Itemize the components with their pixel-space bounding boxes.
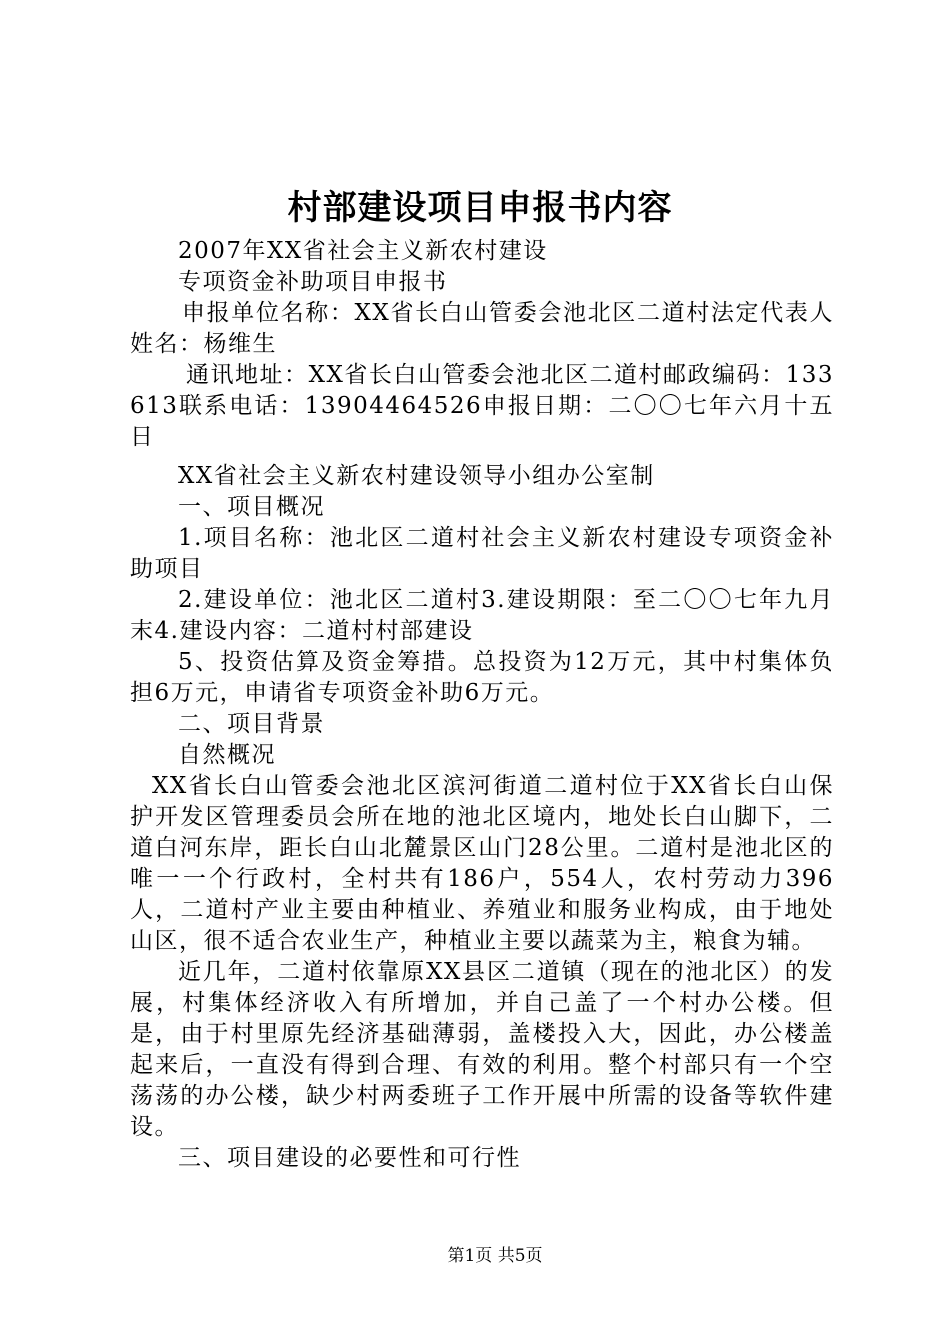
document-body: [130, 236, 834, 1174]
paragraph-applicant: 申报单位名称：XX省长白山管委会池北区二道村法定代表人姓名：杨维生: [130, 300, 834, 357]
subheading-natural-overview: 自然概况: [178, 742, 276, 768]
section-heading-overview: 一、项目概况: [178, 494, 325, 520]
paragraph-construction-unit: 2.建设单位：池北区二道村3.建设期限：至二〇〇七年九月末4.建设内容：二道村村部建设: [130, 587, 834, 644]
paragraph-year-heading: 2007年XX省社会主义新农村建设: [178, 238, 548, 264]
paragraph-recent-years: 近几年，二道村依靠原XX县区二道镇（现在的池北区）的发展，村集体经济收入有所增加，并自己盖了一个村办公楼。但是，由于村里原先经济基础薄弱，盖楼投入大，因此，办公楼盖起来后，一直没有得到合理、有效的利用。整个村部只有一个空荡荡的办公楼，缺少村两委班子工作开展中所需的设备等软件建设。: [130, 959, 834, 1140]
paragraph-project-name: 1.项目名称：池北区二道村社会主义新农村建设专项资金补助项目: [130, 525, 834, 582]
paragraph-issuer: XX省社会主义新农村建设领导小组办公室制: [178, 463, 655, 489]
paragraph-contact: 通讯地址：XX省长白山管委会池北区二道村邮政编码：133613联系电话：13904464526申报日期：二〇〇七年六月十五日: [130, 362, 834, 450]
section-heading-necessity: 三、项目建设的必要性和可行性: [178, 1145, 521, 1171]
paragraph-subtitle: 专项资金补助项目申报书: [178, 269, 448, 295]
page-footer: 第1页 共5页: [447, 1246, 543, 1266]
paragraph-investment: 5、投资估算及资金筹措。总投资为12万元，其中村集体负担6万元，申请省专项资金补助6万元。: [130, 649, 834, 706]
document-title: 村部建设项目申报书内容: [287, 188, 673, 228]
section-heading-background: 二、项目背景: [178, 711, 325, 737]
paragraph-natural-overview: XX省长白山管委会池北区滨河街道二道村位于XX省长白山保护开发区管理委员会所在地的池北区境内，地处长白山脚下，二道白河东岸，距长白山北麓景区山门28公里。二道村是池北区的唯一一个行政村，全村共有186户，554人，农村劳动力396人，二道村产业主要由种植业、养殖业和服务业构成，由于地处山区，很不适合农业生产，种植业主要以蔬菜为主，粮食为辅。: [130, 773, 834, 954]
